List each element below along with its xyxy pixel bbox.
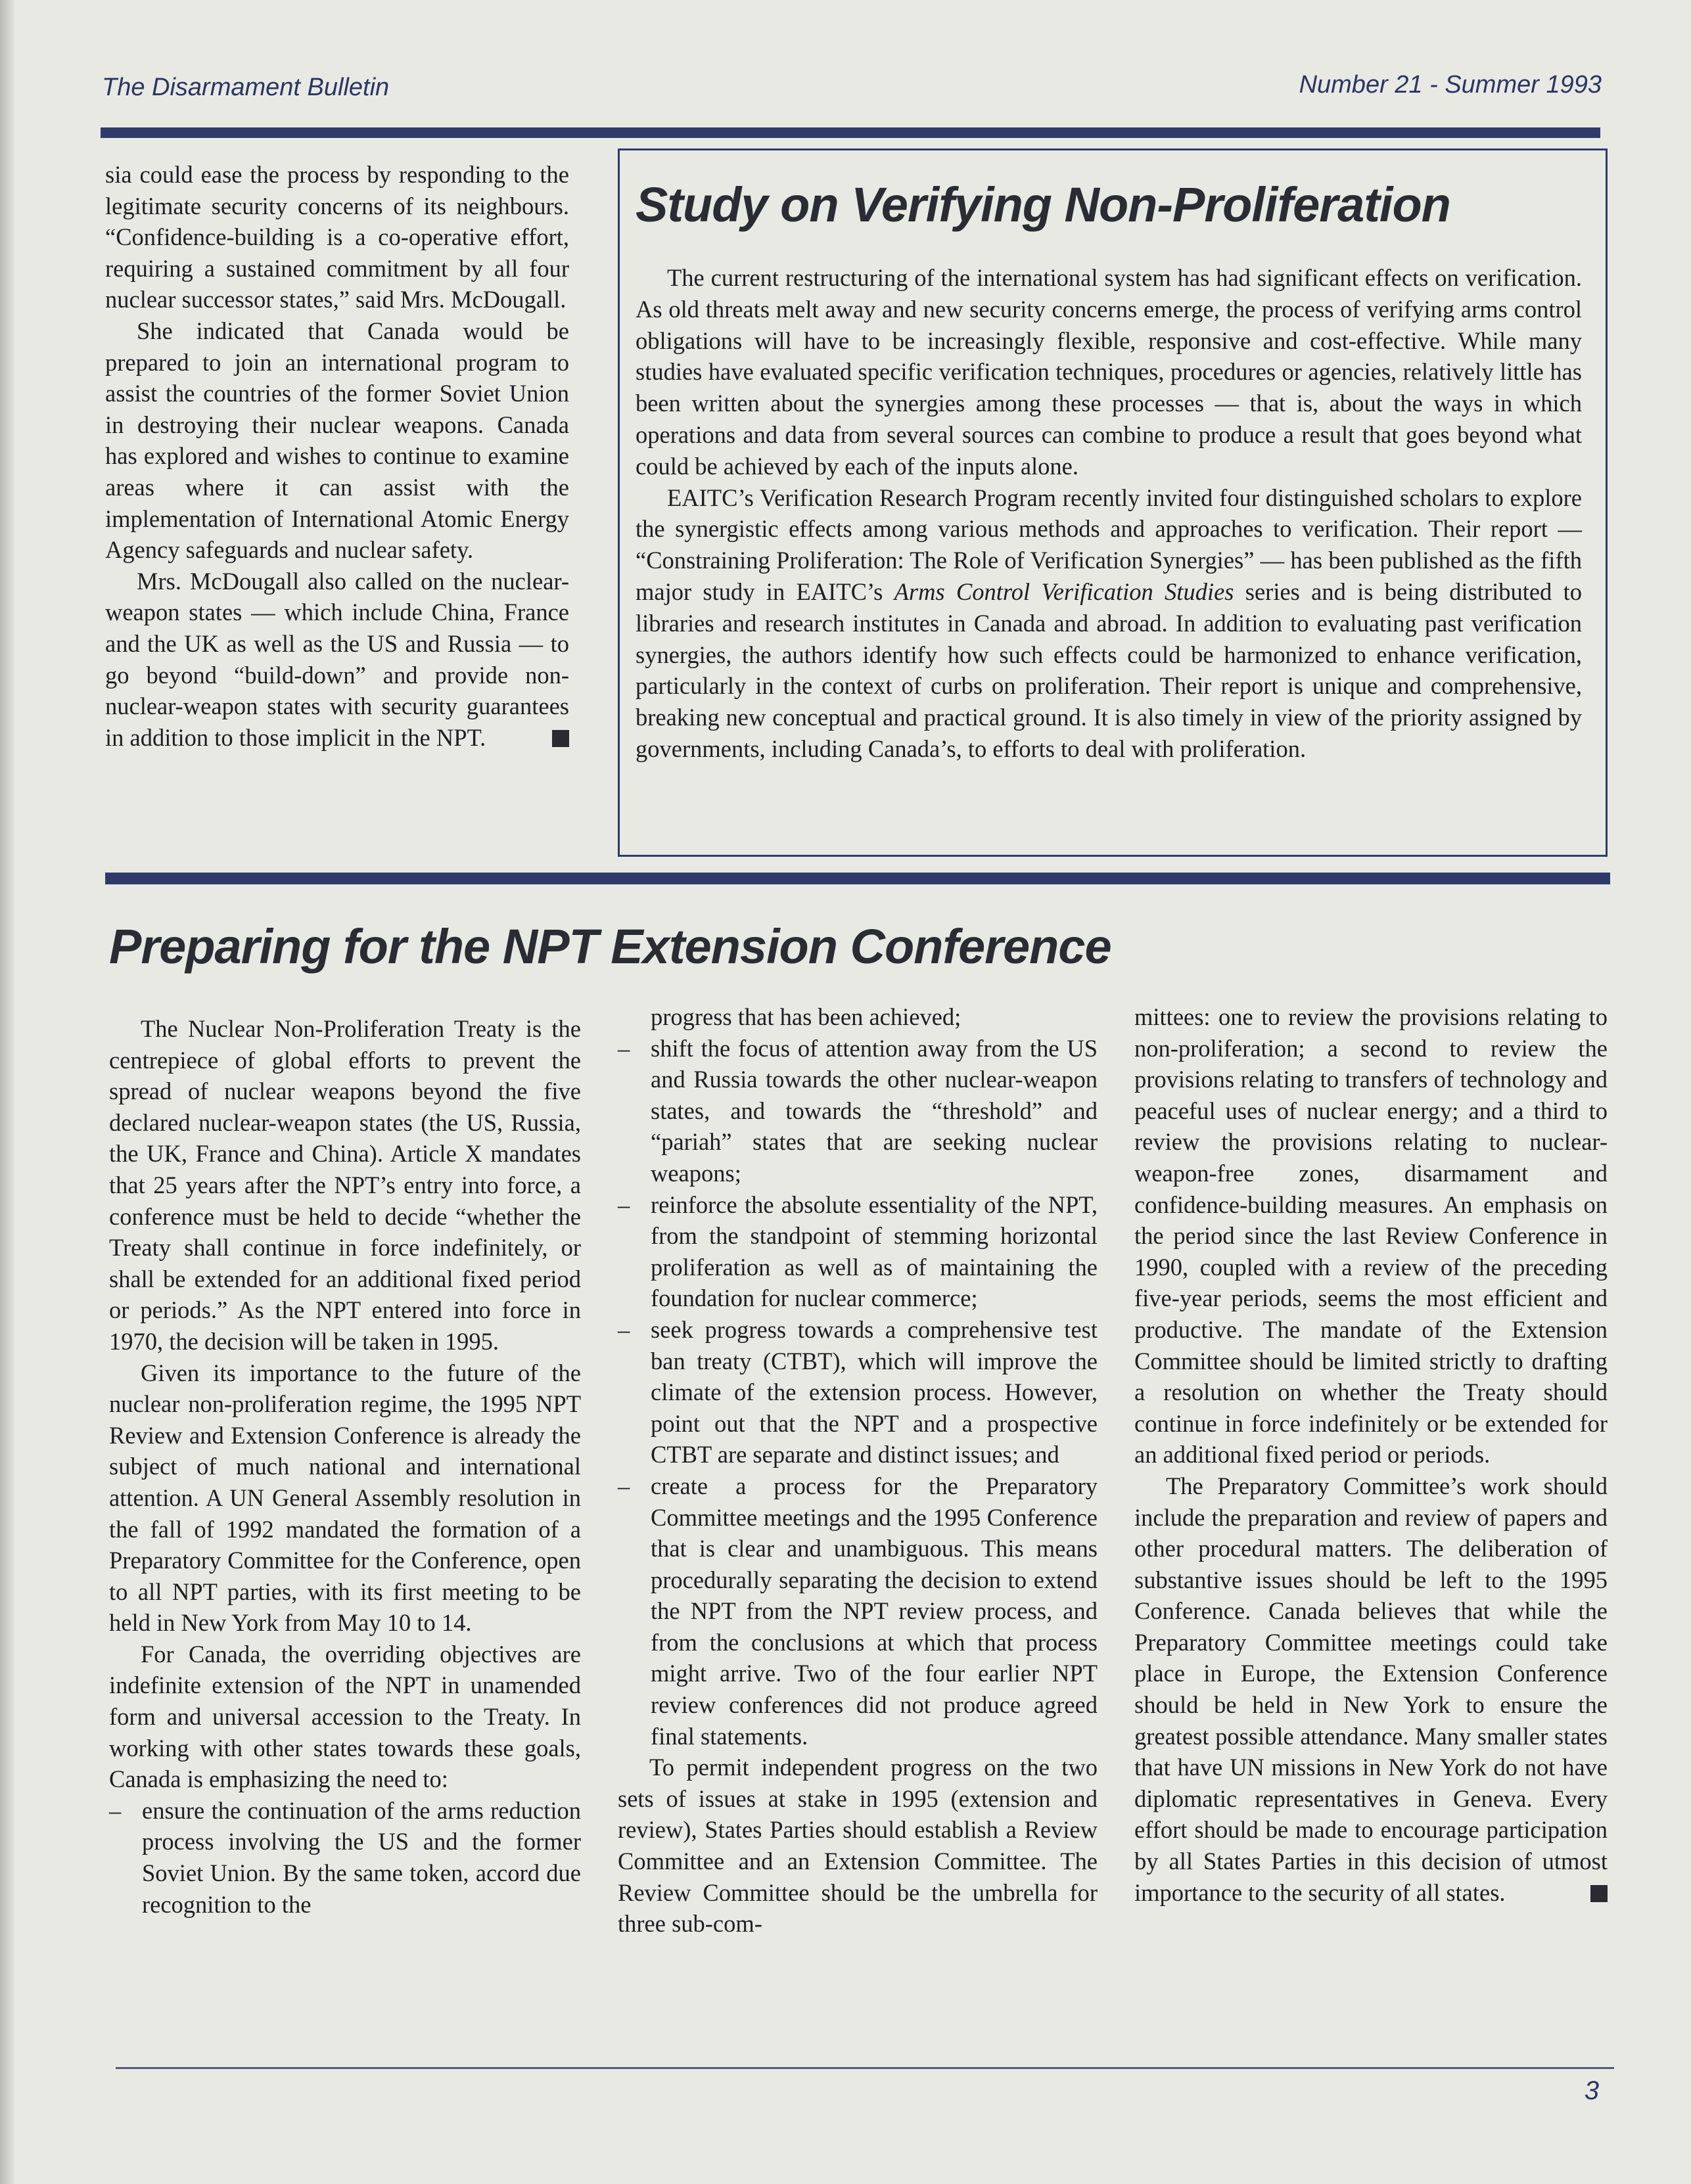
paragraph-text: The Preparatory Committee’s work should include the preparation and review of papers and other procedural matters. The deliberation of substantive issues should be left to the 1995 Conference. Canada believes that while the Preparatory Committee meetings could take place in Europe, the Extension Conference should be held in New York to ensure the greatest possible attendance. Many smaller states that have UN missions in New York do not have diplomatic representatives in Geneva. Every effort should be made to encourage participation by all States Parties in this decision of utmost importance to the security of all states. [1134, 1472, 1608, 1906]
box-body [636, 262, 1582, 765]
binding-edge [0, 0, 14, 2184]
paragraph: The Nuclear Non-Proliferation Treaty is the centrepiece of global efforts to prevent the spread of nuclear weapons beyond the five declared nuclear-weapon states (the US, Russia, the UK, France and China). Article X mandates that 25 years after the NPT’s entry into force, a conference must be held to decide “whether the Treaty shall continue in force indefinitely, or shall be extended for an additional fixed period or periods.” As the NPT entered into force in 1970, the decision will be taken in 1995. [109, 1015, 581, 1355]
list-item: – seek progress towards a comprehensive test ban treaty (CTBT), which will improve the climate of the extension process. However, point out that the NPT and a prospective CTBT are separate and distinct issues; and [618, 1314, 1098, 1470]
paragraph: mittees: one to review the provisions relating to non-proliferation; a second to review the provisions relating to transfers of technology and peaceful uses of nuclear energy; and a third to review the provisions relating to nuclear-weapon-free zones, disarmament and confidence-building measures. An emphasis on the period since the last Review Conference in 1990, coupled with a review of the preceding five-year periods, seems the most efficient and productive. The mandate of the Extension Committee should be limited strictly to drafting a resolution on whether the Treaty should continue in force indefinitely or be extended for an additional fixed period or periods. [1134, 1003, 1608, 1468]
paragraph: progress that has been achieved; [651, 1003, 961, 1030]
section-rule [105, 873, 1610, 884]
footer-rule [116, 2067, 1614, 2069]
article-column-1 [109, 1013, 581, 1920]
paragraph: For Canada, the overriding objectives are indefinite extension of the NPT in unamended form and universal accession to the Treaty. In working with other states towards these goals, Canada is emphasizing the need to: [109, 1640, 581, 1793]
continued-column [105, 159, 569, 753]
article-title: Preparing for the NPT Extension Conference [109, 919, 1111, 974]
paragraph-text: EAITC’s Verification Research Program recently invited four distinguished scholars to explore the synergistic effects among various methods and approaches to verification. Their report — “Constraining Proliferation: The Role of Verification Synergies” — has been published as the fifth major study in EAITC’s [636, 484, 1582, 605]
paragraph: Given its importance to the future of the nuclear non-proliferation regime, the 1995 NPT Review and Extension Conference is already the subject of much national and international attention. A UN General Assembly resolution in the fall of 1992 mandated the formation of a Preparatory Committee for the Conference, open to all NPT parties, with its first meeting to be held in New York from May 10 to 14. [109, 1359, 581, 1637]
article-column-2 [618, 1001, 1098, 1940]
sidebar-box [618, 148, 1608, 857]
list-item: – shift the focus of attention away from the US and Russia towards the other nuclear-weapon states, and towards the “threshold” and “pariah” states that are seeking nuclear weapons; [618, 1033, 1098, 1189]
page-number: 3 [1584, 2076, 1599, 2105]
article-column-3 [1134, 1001, 1608, 1908]
list-item: – ensure the continuation of the arms reduction process involving the US and the former Soviet Union. By the same token, accord due recognition to the [109, 1795, 581, 1920]
paragraph-text: series and is being distributed to libraries and research institutes in Canada and abroad. In addition to evaluating past verification synergies, the authors identify how such effects could be harmonized to enhance verification, particularly in the context of curbs on proliferation. Their report is unique and comprehensive, breaking new conceptual and practical ground. It is also timely in view of the priority assigned by governments, including Canada’s, to efforts to deal with proliferation. [636, 578, 1582, 762]
list-item: – create a process for the Preparatory Committee meetings and the 1995 Conference that is clear and unambiguous. This means procedurally separating the decision to extend the NPT from the NPT review process, and from the conclusions at which that process might arrive. Two of the four earlier NPT review conferences did not produce agreed final statements. [618, 1470, 1098, 1752]
series-title: Arms Control Verification Studies [894, 578, 1234, 605]
publication-name: The Disarmament Bulletin [102, 74, 390, 101]
issue-label: Number 21 - Summer 1993 [1299, 71, 1602, 99]
header-rule [101, 127, 1600, 138]
paragraph: She indicated that Canada would be prepared to join an international program to assist the countries of the former Soviet Union in destroying their nuclear weapons. Canada has explored and wishes to continue to examine areas where it can assist with the implementation of International Atomic Energy Agency safeguards and nuclear safety. [105, 317, 569, 564]
paragraph: sia could ease the process by responding to the legitimate security concerns of its neighbours. “Confidence-building is a co-operative effort, requiring a sustained commitment by all four nuclear successor states,” said Mrs. McDougall. [105, 161, 569, 313]
paragraph-text: Mrs. McDougall also called on the nuclear-weapon states — which include China, France and the UK as well as the US and Russia — to go beyond “build-down” and provide non-nuclear-weapon states with security guarantees in addition to those implicit in the NPT. [105, 567, 569, 751]
paragraph [105, 566, 569, 754]
paragraph: To permit independent progress on the two sets of issues at stake in 1995 (extension and review), States Parties should establish a Review Committee and an Extension Committee. The Review Committee should be the umbrella for three sub-com- [618, 1754, 1098, 1938]
end-mark-icon [1590, 1885, 1608, 1902]
box-title: Study on Verifying Non-Proliferation [636, 177, 1450, 232]
end-mark-icon [552, 730, 569, 747]
paragraph [1134, 1470, 1608, 1908]
paragraph: The current restructuring of the international system has had significant effects on verification. As old threats melt away and new security concerns emerge, the process of verifying arms control obligations will have to be increasingly flexible, responsive and cost-effective. While many studies have evaluated specific verification techniques, procedures or agencies, relatively little has been written about the synergies among these processes — that is, about the ways in which operations and data from several sources can combine to produce a result that goes beyond what could be achieved by each of the inputs alone. [636, 264, 1582, 480]
paragraph [636, 482, 1582, 765]
list-item: – reinforce the absolute essentiality of the NPT, from the standpoint of stemming horizontal proliferation as well as of maintaining the foundation for nuclear commerce; [618, 1189, 1098, 1314]
